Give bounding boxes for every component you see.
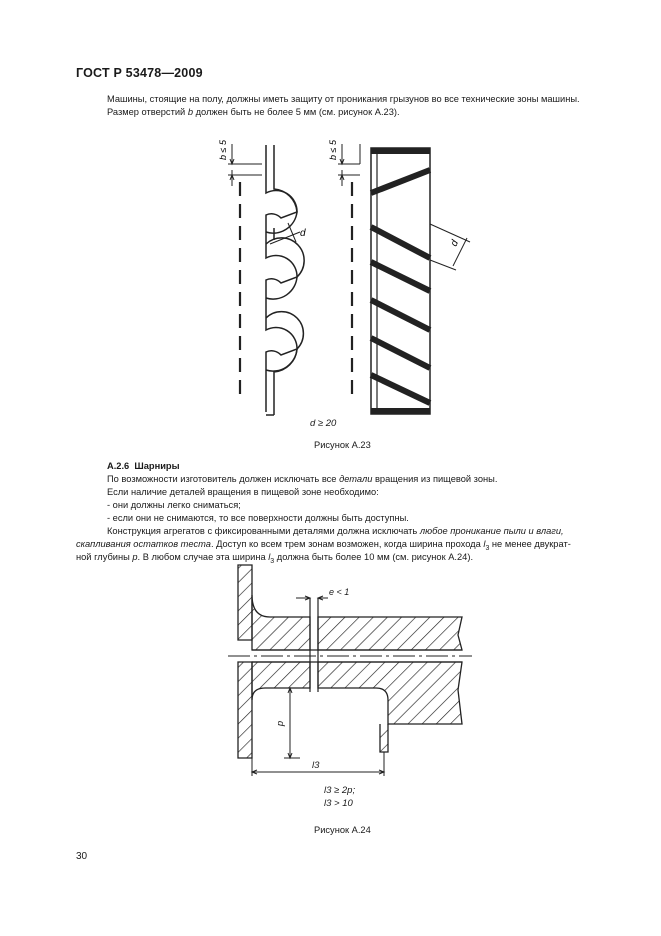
shaft-center-line xyxy=(228,650,472,662)
lower-block-left xyxy=(252,662,310,700)
section-paragraph-4: скапливания остатков теста. Доступ ко всем трем зонам возможен, когда ширина прохода $l_3$ не менее двукрат- xyxy=(76,539,571,552)
section-heading: А.2.6 Шарниры xyxy=(107,461,180,471)
section-paragraph-3: Конструкция агрегатов с фиксированными деталями должна исключать любое проникание пыли и влаги, xyxy=(107,526,564,536)
lower-block-right xyxy=(318,662,462,724)
intro-line-2: Размер отверстий b должен быть не более 5 мм (см. рисунок А.23). xyxy=(107,107,400,117)
formula-1: l3 ≥ 2p; xyxy=(324,785,356,796)
intro-line-1: Машины, стоящие на полу, должны иметь защиту от проникания грызунов во все технические зоны машины. xyxy=(107,94,580,104)
caption-a24: Рисунок А.24 xyxy=(314,825,371,835)
label-d-left: d xyxy=(300,228,306,239)
label-p: p xyxy=(275,720,287,727)
section-paragraph-1: По возможности изготовитель должен исключать все детали вращения из пищевой зоны. xyxy=(107,474,498,484)
hinge-wall-top xyxy=(238,565,252,640)
section-paragraph-2: Если наличие деталей вращения в пищевой зоне необходимо: xyxy=(107,487,379,497)
upper-block-left xyxy=(252,595,310,650)
page-number: 30 xyxy=(76,851,88,862)
bullet-1: - они должны легко сниматься; xyxy=(107,500,241,510)
label-b-right: b ≤ 5 xyxy=(328,140,338,160)
label-b-left: b ≤ 5 xyxy=(218,140,228,160)
upper-block-right xyxy=(318,617,462,650)
dim-p xyxy=(284,688,310,758)
label-l3: l3 xyxy=(312,760,320,771)
bullet-2: - если они не снимаются, то все поверхности должны быть доступны. xyxy=(107,513,409,523)
label-d-right: d xyxy=(448,238,462,249)
formula-2: l3 > 10 xyxy=(324,798,353,809)
label-e: e < 1 xyxy=(329,587,350,597)
document-header: ГОСТ Р 53478—2009 xyxy=(76,66,203,80)
section-paragraph-5: ной глубины p. В любом случае эта ширина $l_3$ должна быть более 10 мм (см. рисунок А.24). xyxy=(76,552,474,565)
label-d-rule: d ≥ 20 xyxy=(310,418,337,429)
hinge-wall-bottom xyxy=(238,662,252,758)
caption-a23: Рисунок А.23 xyxy=(314,440,371,450)
